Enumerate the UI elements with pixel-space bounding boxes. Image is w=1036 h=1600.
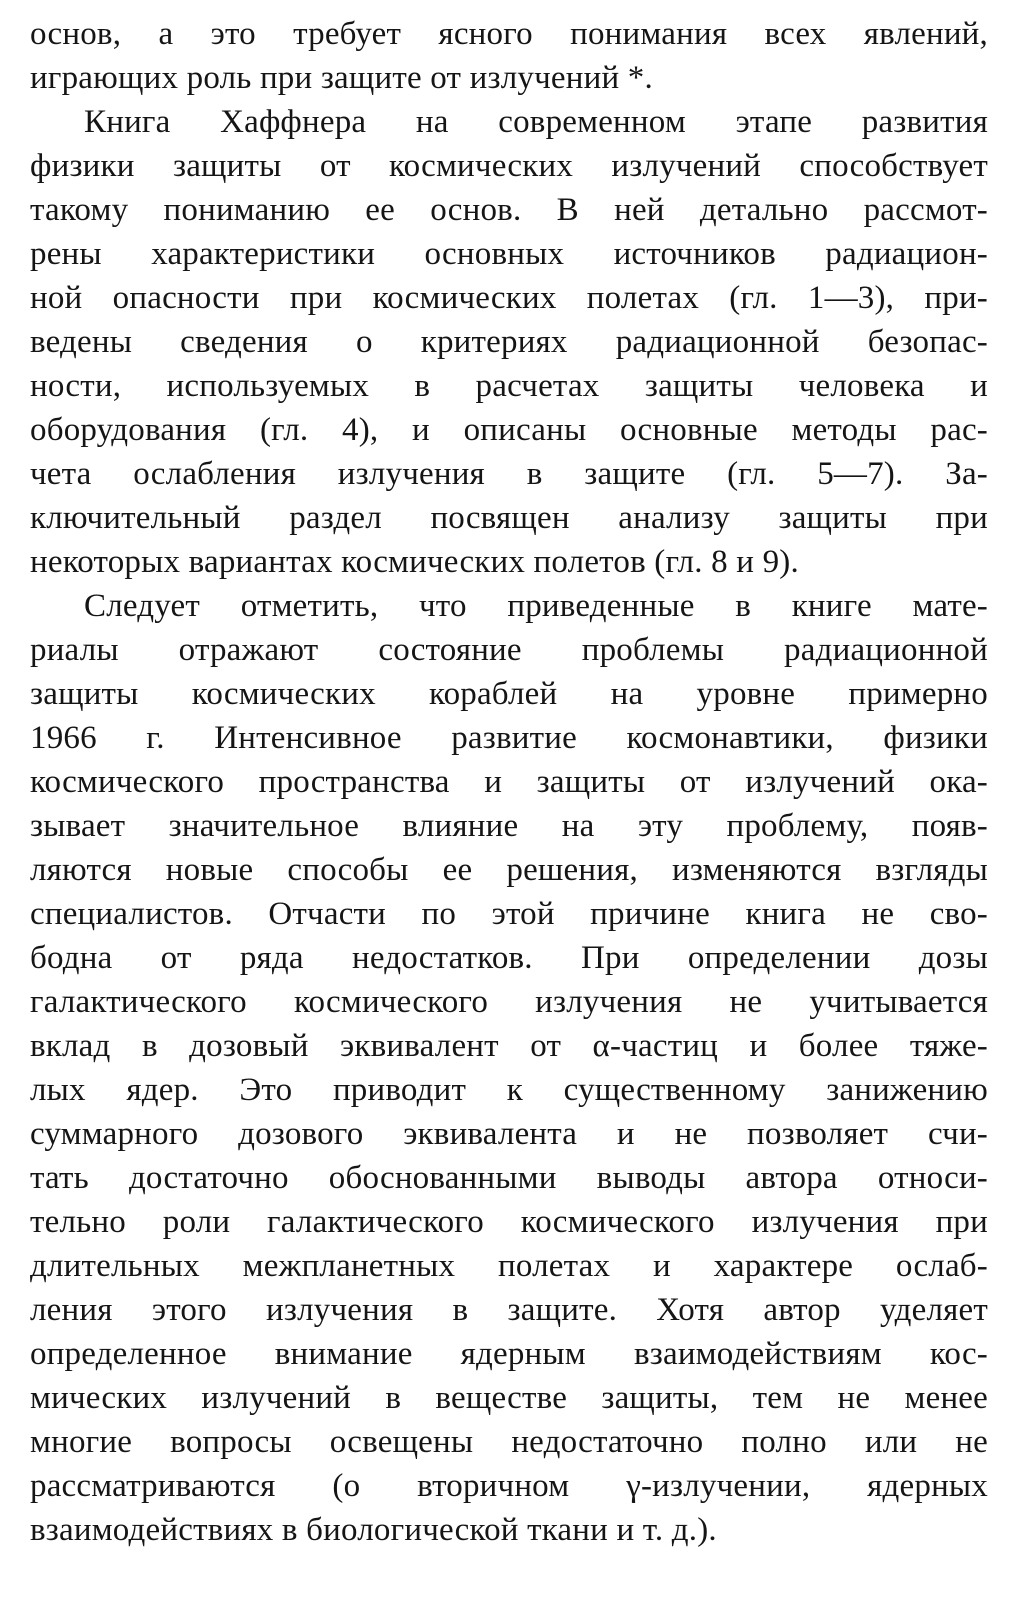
text-line: лых ядер. Это приводит к существенному занижению: [30, 1072, 988, 1108]
paragraph-3: [30, 584, 988, 1552]
text-line: Книга Хаффнера на современном этапе развития: [84, 104, 988, 140]
text-line: галактического космического излучения не учитывается: [30, 984, 988, 1020]
text-line: рены характеристики основных источников радиацион-: [30, 236, 988, 272]
text-line: многие вопросы освещены недостаточно полно или не: [30, 1424, 988, 1460]
text-line: космического пространства и защиты от излучений ока-: [30, 764, 988, 800]
text-line: суммарного дозового эквивалента и не позволяет счи-: [30, 1116, 988, 1152]
text-line: ведены сведения о критериях радиационной безопас-: [30, 324, 988, 360]
text-line: определенное внимание ядерным взаимодействиям кос-: [30, 1336, 988, 1372]
text-line: бодна от ряда недостатков. При определении дозы: [30, 940, 988, 976]
paragraph-2: [30, 100, 988, 584]
text-line: зывает значительное влияние на эту проблему, появ-: [30, 808, 988, 844]
text-line: длительных межпланетных полетах и характере ослаб-: [30, 1248, 988, 1284]
text-line: мических излучений в веществе защиты, тем не менее: [30, 1380, 988, 1416]
text-line: чета ослабления излучения в защите (гл. 5—7). За-: [30, 456, 988, 492]
text-line: рассматриваются (о вторичном γ-излучении, ядерных: [30, 1468, 988, 1504]
text-line: ности, используемых в расчетах защиты человека и: [30, 368, 988, 404]
text-line: специалистов. Отчасти по этой причине книга не сво-: [30, 896, 988, 932]
paragraph-1: [30, 12, 988, 100]
text-line: оборудования (гл. 4), и описаны основные методы рас-: [30, 412, 988, 448]
text-line: такому пониманию ее основ. В ней детально рассмот-: [30, 192, 988, 228]
text-line: физики защиты от космических излучений способствует: [30, 148, 988, 184]
text-line: взаимодействиях в биологической ткани и т. д.).: [30, 1512, 717, 1548]
text-line: тельно роли галактического космического излучения при: [30, 1204, 988, 1240]
text-line: некоторых вариантах космических полетов (гл. 8 и 9).: [30, 544, 799, 580]
text-line: вклад в дозовый эквивалент от α-частиц и более тяже-: [30, 1028, 988, 1064]
text-line: риалы отражают состояние проблемы радиационной: [30, 632, 988, 668]
text-line: ления этого излучения в защите. Хотя автор уделяет: [30, 1292, 988, 1328]
text-line: защиты космических кораблей на уровне примерно: [30, 676, 988, 712]
text-line: ключительный раздел посвящен анализу защиты при: [30, 500, 988, 536]
text-line: ной опасности при космических полетах (гл. 1—3), при-: [30, 280, 988, 316]
text-line: основ, а это требует ясного понимания всех явлений,: [30, 16, 988, 52]
text-line: ляются новые способы ее решения, изменяются взгляды: [30, 852, 988, 888]
document-page: [30, 12, 988, 1552]
text-line: 1966 г. Интенсивное развитие космонавтики, физики: [30, 720, 988, 756]
text-line: играющих роль при защите от излучений *.: [30, 60, 653, 96]
text-line: тать достаточно обоснованными выводы автора относи-: [30, 1160, 988, 1196]
text-line: Следует отметить, что приведенные в книге мате-: [84, 588, 988, 624]
